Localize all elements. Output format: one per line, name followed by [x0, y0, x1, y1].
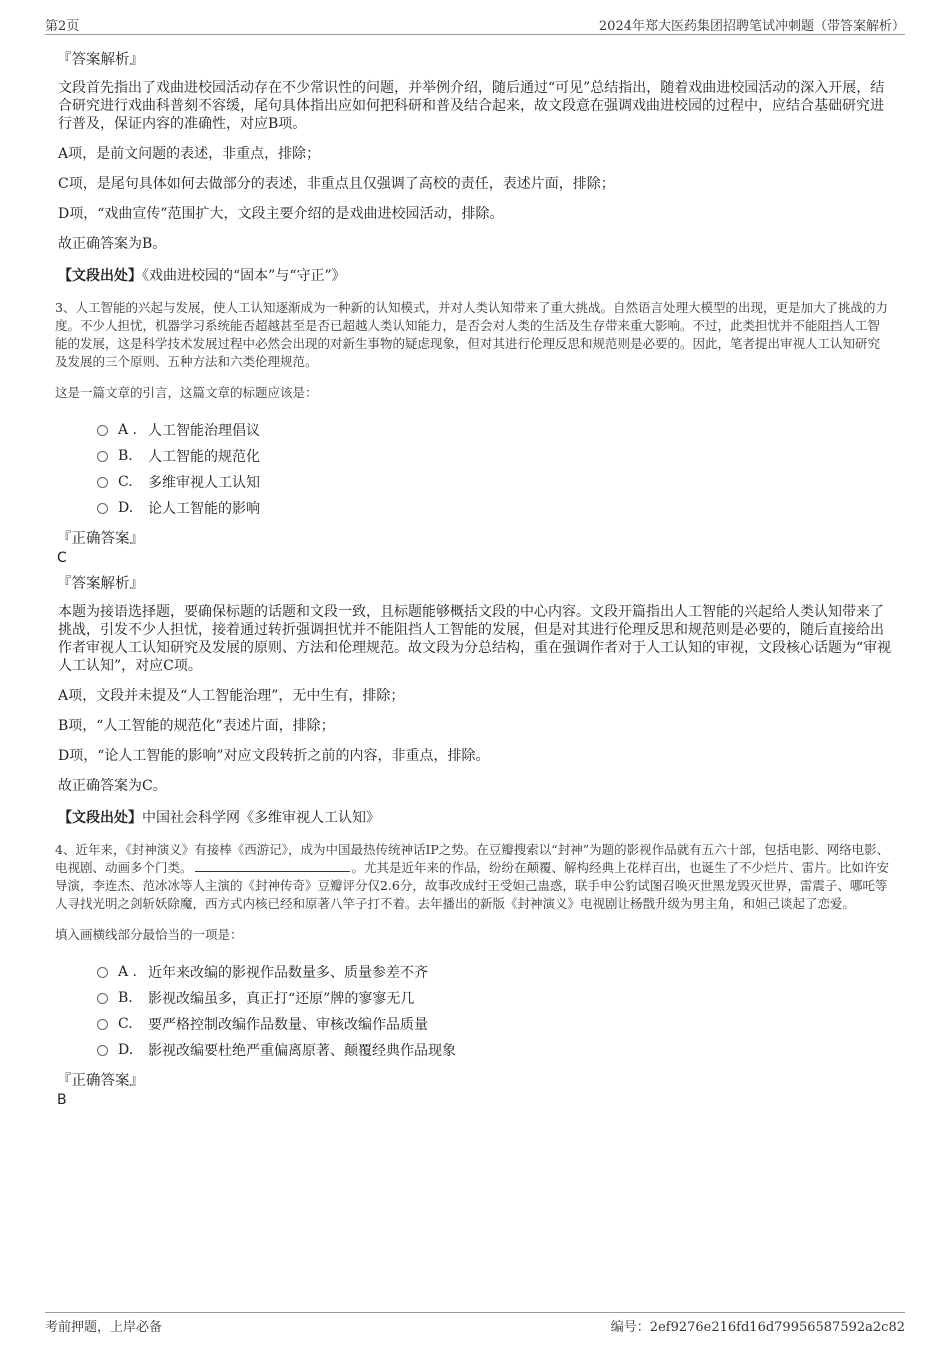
q3-analysis-label: 『答案解析』	[57, 576, 144, 592]
option-text: 多维审视人工认知	[148, 475, 260, 491]
radio-icon[interactable]	[97, 1019, 108, 1030]
radio-icon[interactable]	[97, 993, 108, 1004]
q3-option-d[interactable]	[97, 495, 892, 521]
radio-icon[interactable]	[97, 967, 108, 978]
footer-slogan: 考前押题，上岸必备	[45, 1320, 163, 1335]
option-letter: B.	[118, 990, 133, 1006]
q3-item-b: B项，“人工智能的规范化”表述片面，排除；	[58, 718, 335, 734]
q3-answer: C	[57, 550, 67, 566]
option-text: 人工智能治理倡议	[148, 423, 260, 439]
q4-option-d[interactable]	[97, 1037, 892, 1063]
page-content	[55, 44, 892, 1114]
q2-analysis-label: 『答案解析』	[57, 52, 144, 68]
q2-source-text: 《戏曲进校园的“固本”与“守正”》	[142, 268, 346, 284]
q2-item-c: C项，是尾句具体如何去做部分的表述，非重点且仅强调了高校的责任，表述片面，排除；	[58, 176, 615, 192]
option-text: 近年来改编的影视作品数量多、质量参差不齐	[148, 965, 428, 981]
radio-icon[interactable]	[97, 477, 108, 488]
q3-source-label: 【文段出处】	[58, 810, 142, 826]
q4-option-b[interactable]	[97, 985, 892, 1011]
q3-answer-label: 『正确答案』	[57, 531, 144, 547]
option-letter: C.	[118, 474, 133, 490]
q3-option-b[interactable]	[97, 443, 892, 469]
q3-item-a: A项，文段并未提及“人工智能治理”，无中生有，排除；	[58, 688, 405, 704]
q2-item-d: D项，“戏曲宣传”范围扩大，文段主要介绍的是戏曲进校园活动，排除。	[58, 206, 504, 222]
q4-prompt: 填入画横线部分最恰当的一项是：	[55, 927, 243, 942]
q3-prompt: 这是一篇文章的引言，这篇文章的标题应该是：	[55, 385, 318, 400]
q2-source-label: 【文段出处】	[58, 268, 142, 284]
document-id: 编号：2ef9276e216fd16d79956587592a2c82	[610, 1320, 905, 1335]
radio-icon[interactable]	[97, 451, 108, 462]
option-letter: A .	[118, 422, 138, 438]
page-header	[45, 12, 905, 35]
page-number: 第2页	[45, 19, 80, 34]
q3-item-d: D项，“论人工智能的影响”对应文段转折之前的内容，非重点，排除。	[58, 748, 490, 764]
fill-blank	[195, 859, 350, 872]
q3-source-text: 中国社会科学网《多维审视人工认知》	[142, 810, 380, 826]
option-letter: D.	[118, 1042, 134, 1058]
radio-icon[interactable]	[97, 503, 108, 514]
radio-icon[interactable]	[97, 425, 108, 436]
q4-answer-label: 『正确答案』	[57, 1073, 144, 1089]
option-text: 人工智能的规范化	[148, 449, 260, 465]
q4-option-a[interactable]	[97, 959, 892, 985]
q2-analysis-text: 文段首先指出了戏曲进校园活动存在不少常识性的问题，并举例介绍，随后通过“可见”总结指出，随着戏曲进校园活动的深入开展，结合研究进行戏曲科普刻不容缓，尾句具体指出应如何把科研和普及结合起来，故文段意在强调戏曲进校园的过程中，应结合基础研究进行普及，保证内容的准确性，对应B项。	[58, 80, 885, 132]
option-text: 论人工智能的影响	[148, 501, 260, 517]
q3-conclusion: 故正确答案为C。	[58, 778, 167, 794]
option-letter: A .	[118, 964, 138, 980]
q3-options	[97, 417, 892, 521]
option-letter: C.	[118, 1016, 133, 1032]
q4-option-c[interactable]	[97, 1011, 892, 1037]
q4-stem-part2: 。尤其是近年来的作品，纷纷在颠覆、解构经典上花样百出，也诞生了不少烂片、雷片。比如许安导演，李连杰、范冰冰等人主演的《封神传奇》豆瓣评分仅2.6分，故事改成纣王受妲己蛊惑，联手申公豹试图召唤灭世黑龙毁灭世界，雷震子、哪吒等人寻找光明之剑斩妖除魔，西方式内核已经和原著八竿子打不着。去年播出的新版《封神演义》电视剧让杨戬升级为男主角，和妲己谈起了恋爱。	[55, 860, 890, 911]
option-text: 要严格控制改编作品数量、审核改编作品质量	[148, 1017, 428, 1033]
q2-conclusion: 故正确答案为B。	[58, 236, 167, 252]
q4-stem-part1: 4、近年来，《封神演义》有接棒《西游记》，成为中国最热传统神话IP之势。在豆瓣搜索以“封神”为题的影视作品就有五六十部，包括电影、网络电影、电视剧、动画多个门类。	[55, 842, 890, 875]
q3-analysis-text: 本题为接语选择题，要确保标题的话题和文段一致，且标题能够概括文段的中心内容。文段开篇指出人工智能的兴起给人类认知带来了挑战，引发不少人担忧，接着通过转折强调担忧并不能阻挡人工智能的发展，但是对其进行伦理反思和规范则是必要的，随后直接给出作者审视人工认知研究及发展的原则、方法和伦理规范。故文段为分总结构，重在强调作者对于人工认知的审视，文段核心话题为“审视人工认知”，对应C项。	[58, 604, 892, 674]
option-text: 影视改编虽多，真正打“还原”牌的寥寥无几	[148, 991, 415, 1007]
option-letter: B.	[118, 448, 133, 464]
option-letter: D.	[118, 500, 134, 516]
q3-stem: 3、人工智能的兴起与发展，使人工认知逐渐成为一种新的认知模式，并对人类认知带来了重大挑战。自然语言处理大模型的出现，更是加大了挑战的力度。不少人担忧，机器学习系统能否超越甚至是否已超越人类认知能力，是否会对人类的生活及生存带来重大影响。不过，此类担忧并不能阻挡人工智能的发展，这是科学技术发展过程中必然会出现的对新生事物的疑虑现象，但对其进行伦理反思和规范则是必要的。因此，笔者提出审视人工认知研究及发展的三个原则、五种方法和六类伦理规范。	[55, 300, 888, 369]
q4-stem	[55, 841, 892, 913]
q3-option-a[interactable]	[97, 417, 892, 443]
q2-item-a: A项，是前文问题的表述，非重点，排除；	[58, 146, 321, 162]
page-footer	[45, 1312, 905, 1337]
q4-answer: B	[57, 1092, 67, 1108]
q3-option-c[interactable]	[97, 469, 892, 495]
q3-source	[58, 807, 892, 827]
document-title: 2024年郑大医药集团招聘笔试冲刺题（带答案解析）	[598, 19, 905, 34]
q2-source	[58, 265, 892, 285]
q4-options	[97, 959, 892, 1063]
radio-icon[interactable]	[97, 1045, 108, 1056]
option-text: 影视改编要杜绝严重偏离原著、颠覆经典作品现象	[148, 1043, 456, 1059]
